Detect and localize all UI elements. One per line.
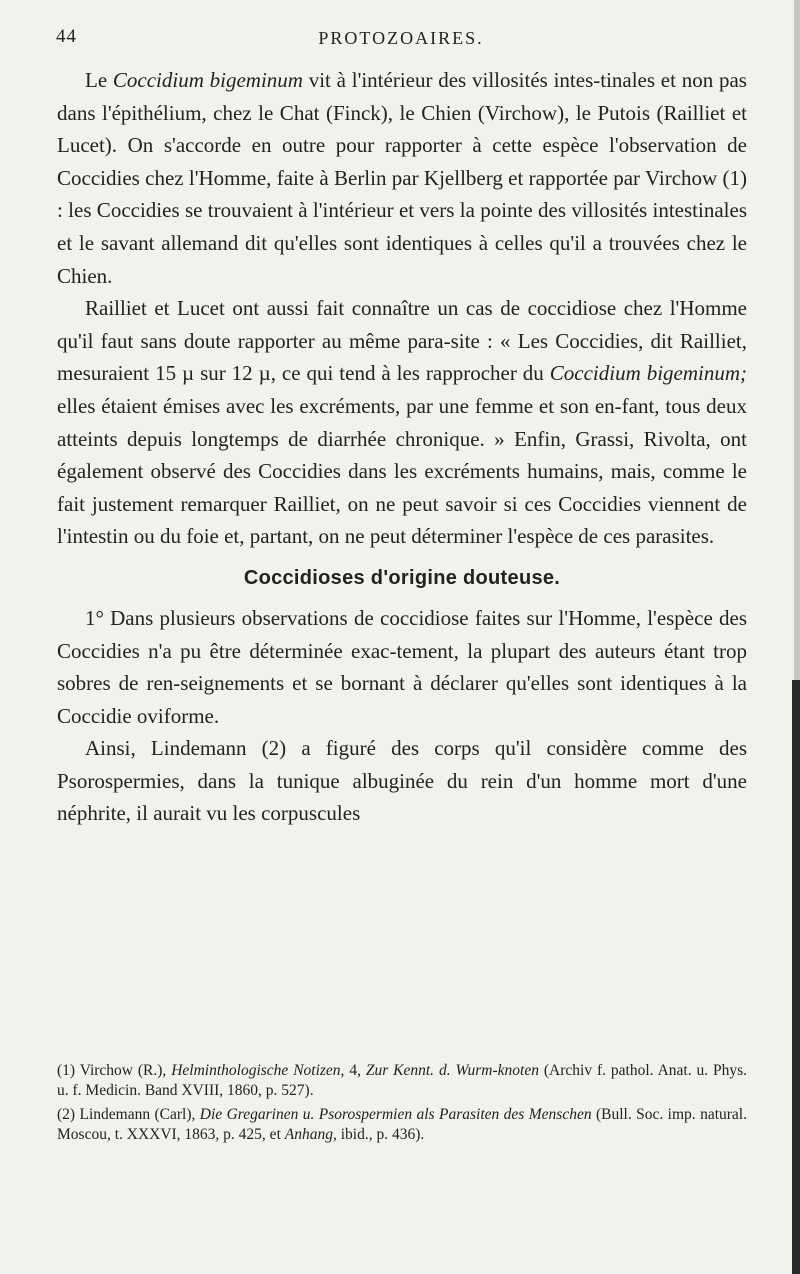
paragraph-observations: 1° Dans plusieurs observations de coccidiose faites sur l'Homme, l'espèce des Coccidies n'a pu être déterminée exac-tement, la plupart des auteurs étant trop sobres de ren-seignements et se bornant à déclarer qu'elles sont identiques à la Coccidie oviforme. — [57, 605, 747, 728]
italic-run: Coccidium bigeminum; — [549, 361, 748, 386]
footnote-1: (1) Virchow (R.), Helminthologische Notizen, 4, Zur Kennt. d. Wurm-knoten (Archiv f. pathol. Anat. u. Phys. u. f. Medicin. Band XVIII, 1860, p. 527). — [57, 1062, 748, 1099]
running-head: PROTOZOAIRES. — [318, 28, 484, 48]
italic-run: Zur Kennt. d. Wurm-knoten — [365, 1062, 539, 1079]
page-edge-dark — [792, 680, 800, 1274]
page-number: 44 — [56, 26, 77, 47]
body-text — [57, 64, 747, 830]
paragraph-railliet-lucet: Railliet et Lucet ont aussi fait connaître un cas de coccidiose chez l'Homme qu'il faut sans doute rapporter au même para-site : « Les Coccidies, dit Railliet, mesuraient 15 µ sur 12 µ, ce qui tend à les rapprocher du Coccidium bigeminum; elles étaient émises avec les excréments, par une femme et son en-fant, tous deux atteints depuis longtemps de diarrhée chronique. » Enfin, Grassi, Rivolta, ont également observé des Coccidies dans les excréments humains, mais, comme le fait justement remarquer Railliet, on ne peut savoir si ces Coccidies viennent de l'intestin ou du foie et, partant, on ne peut déterminer l'espèce de ces parasites. — [57, 296, 748, 549]
page-header — [56, 26, 746, 52]
section-heading: Coccidioses d'origine douteuse. — [243, 566, 561, 589]
footnotes — [57, 1061, 747, 1145]
paragraph-coccidium-bigeminum: Le Coccidium bigeminum vit à l'intérieur des villosités intes-tinales et non pas dans l'épithélium, chez le Chat (Finck), le Chien (Virchow), le Putois (Railliet et Lucet). On s'accorde en outre pour rapporter à cette espèce l'observation de Coccidies chez l'Homme, faite à Berlin par Kjellberg et rapportée par Virchow (1) : les Coccidies se trouvaient à l'intérieur et vers la pointe des villosités intestinales et le savant allemand dit qu'elles sont identiques à celles qu'il a trouvées chez le Chien. — [57, 68, 747, 288]
italic-run: Coccidium bigeminum — [112, 68, 303, 92]
footnote-2: (2) Lindemann (Carl), Die Gregarinen u. Psorospermien als Parasiten des Menschen (Bull. Soc. imp. natural. Moscou, t. XXXVI, 1863, p. 425, et Anhang, ibid., p. 436). — [57, 1106, 747, 1143]
italic-run: Helminthologische Notizen, — [171, 1062, 345, 1079]
italic-run: Die Gregarinen u. Psorospermien als Parasiten des Menschen — [199, 1106, 592, 1123]
paragraph-lindemann: Ainsi, Lindemann (2) a figuré des corps qu'il considère comme des Psorospermies, dans la tunique albuginée du rein d'un homme mort d'une néphrite, il aurait vu les corpuscules — [57, 736, 747, 826]
italic-run: Anhang, — [284, 1126, 337, 1143]
